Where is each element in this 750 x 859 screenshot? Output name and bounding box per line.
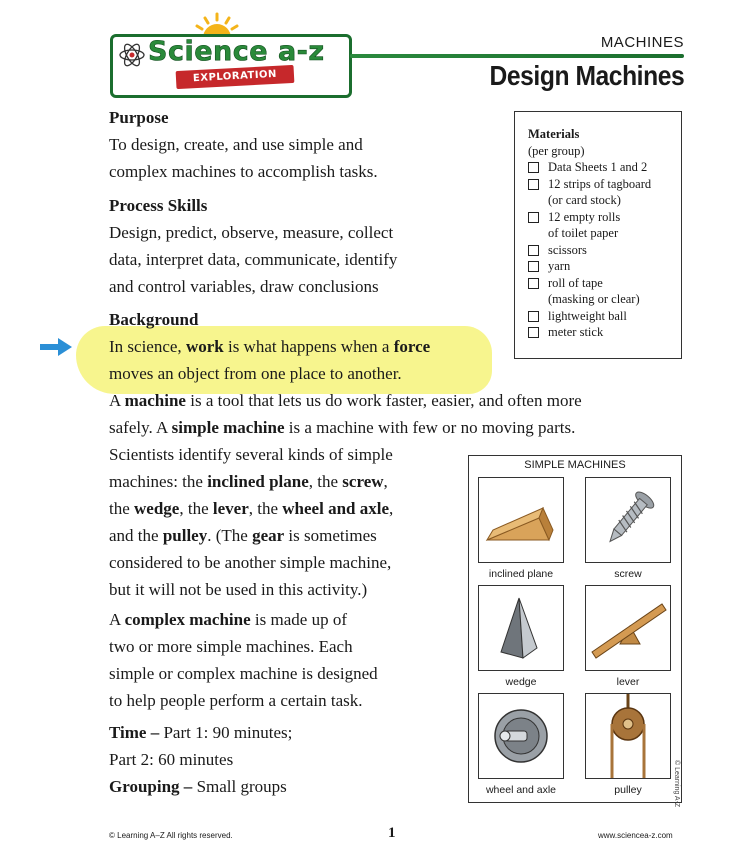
purpose-heading: Purpose [109,108,169,127]
page-number: 1 [388,825,396,841]
tile-label: wedge [505,676,537,688]
process-skills-heading: Process Skills [109,196,208,215]
arrow-right-icon [40,338,72,361]
screw-image [585,477,671,563]
header-rule [350,54,684,58]
background-heading: Background [109,310,199,329]
simple-machines-title: SIMPLE MACHINES [524,459,626,471]
checkbox-icon [528,311,539,322]
list-item: scissors [528,242,669,259]
atom-icon [118,40,146,75]
inclined-plane-image [478,477,564,563]
pulley-image [585,693,671,779]
list-item: roll of tape (masking or clear) [528,275,669,308]
checkbox-icon [528,179,539,190]
list-item: yarn [528,258,669,275]
logo-subtitle: EXPLORATION [176,65,295,89]
tile-label: lever [616,676,640,688]
checkbox-icon [528,278,539,289]
tile-label: screw [614,568,642,580]
background-text: In science, work is what happens when a force moves an object from one place to another. A machine is a tool that lets us do work faster, easier, and often more safely. A simple machine is a machine with few or no moving parts. Scientists identify several kinds of simple machines: the inclined plane, the screw, the wedge, the lever, the wheel and axle, and the pulley. (The gear is sometimes considered to be another simple machine, but it will not be used in this activity.) [109,337,582,599]
checkbox-icon [528,212,539,223]
wheel-and-axle-image [478,693,564,779]
list-item: meter stick [528,324,669,341]
complex-machine-text: A complex machine is made up of two or more simple machines. Each simple or complex machine is designed to help people perform a certain task. [109,610,378,710]
wedge-image [478,585,564,671]
logo-title: Science a-z [148,36,325,67]
checkbox-icon [528,261,539,272]
list-item: 12 strips of tagboard (or card stock) [528,176,669,209]
checkbox-icon [528,162,539,173]
purpose-text: To design, create, and use simple and complex machines to accomplish tasks. [109,135,378,181]
tile-label: wheel and axle [485,784,557,796]
copyright-vertical: © Learning A-Z [673,760,680,808]
tile-label: inclined plane [488,568,554,580]
time-grouping: Time – Part 1: 90 minutes; Part 2: 60 minutes Grouping – Small groups [109,723,293,796]
section-label: MACHINES [600,34,684,51]
materials-subtitle: (per group) [528,143,585,158]
tile-label: pulley [614,784,642,796]
process-skills-text: Design, predict, observe, measure, collect data, interpret data, communicate, identify and control variables, draw conclusions [109,223,398,296]
checkbox-icon [528,245,539,256]
page-title: Design Machines [489,60,684,91]
footer-copyright: © Learning A–Z All rights reserved. [109,831,233,840]
list-item: lightweight ball [528,308,669,325]
lever-image [585,585,671,671]
list-item: Data Sheets 1 and 2 [528,159,669,176]
footer-url[interactable]: www.sciencea-z.com [598,831,673,840]
materials-title: Materials [528,127,580,141]
list-item: 12 empty rolls of toilet paper [528,209,669,242]
materials-box [514,111,682,359]
